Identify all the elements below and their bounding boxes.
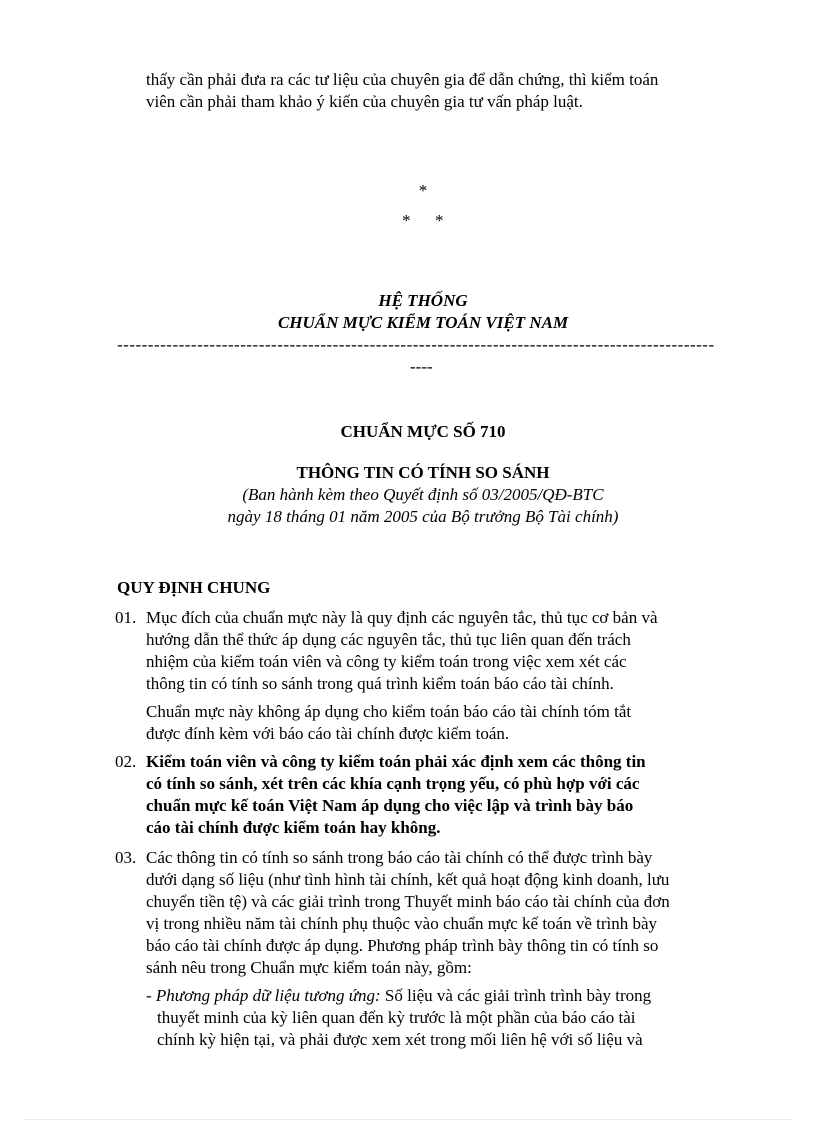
section-heading: QUY ĐỊNH CHUNG: [117, 578, 271, 597]
paragraph-03-line: sánh nêu trong Chuẩn mực kiểm toán này, gồm:: [146, 958, 472, 977]
paragraph-01-line: hướng dẫn thể thức áp dụng các nguyên tắc, thủ tục liên quan đến trách: [146, 630, 631, 649]
standard-title: THÔNG TIN CÓ TÍNH SO SÁNH: [296, 463, 550, 482]
separator-star-left: *: [402, 211, 411, 230]
paragraph-03: [146, 847, 728, 979]
bullet-first-rest: Số liệu và các giải trình trình bày trong: [380, 986, 652, 1005]
intro-line-2: viên cần phải tham khảo ý kiến của chuyên gia tư vấn pháp luật.: [146, 92, 583, 111]
paragraph-02-line: chuẩn mực kế toán Việt Nam áp dụng cho việc lập và trình bày báo: [146, 796, 634, 815]
intro-line-1: thấy cần phải đưa ra các tư liệu của chuyên gia để dẫn chứng, thì kiểm toán: [146, 70, 659, 89]
intro-paragraph: [146, 69, 728, 113]
bullet-line: thuyết minh của kỳ liên quan đến kỳ trước là một phần của báo cáo tài: [157, 1008, 636, 1027]
dashed-rule-tail: ----: [410, 357, 433, 376]
issued-line-2: ngày 18 tháng 01 năm 2005 của Bộ trưởng Bộ Tài chính): [227, 507, 619, 526]
bullet-dash: -: [146, 986, 156, 1005]
dashed-rule: -------------------------------------------------------------------------------------------------: [117, 335, 715, 354]
paragraph-03-line: báo cáo tài chính được áp dụng. Phương pháp trình bày thông tin có tính so: [146, 936, 659, 955]
paragraph-03-line: chuyển tiền tệ) và các giải trình trong Thuyết minh báo cáo tài chính của đơn: [146, 892, 670, 911]
standard-number: CHUẨN MỰC SỐ 710: [340, 422, 506, 441]
paragraph-02-line: Kiểm toán viên và công ty kiểm toán phải xác định xem các thông tin: [146, 752, 646, 771]
paragraph-01-line: Mục đích của chuẩn mực này là quy định các nguyên tắc, thủ tục cơ bản và: [146, 608, 658, 627]
paragraph-01: [146, 607, 728, 695]
paragraph-03-line: dưới dạng số liệu (như tình hình tài chính, kết quả hoạt động kinh doanh, lưu: [146, 870, 670, 889]
paragraph-01-note-line: được đính kèm với báo cáo tài chính được kiểm toán.: [146, 724, 510, 743]
paragraph-02: [146, 751, 728, 839]
paragraph-01-line: thông tin có tính so sánh trong quá trình kiểm toán báo cáo tài chính.: [146, 674, 614, 693]
paragraph-03-line: Các thông tin có tính so sánh trong báo cáo tài chính có thể được trình bày: [146, 848, 653, 867]
bullet-line: chính kỳ hiện tại, và phải được xem xét trong mối liên hệ với số liệu và: [157, 1030, 643, 1049]
system-title-line-2: CHUẨN MỰC KIỂM TOÁN VIỆT NAM: [277, 313, 569, 332]
separator-star-right: *: [435, 211, 444, 230]
paragraph-number-03: 03.: [115, 848, 137, 867]
bullet-item-first-line: [146, 985, 728, 1007]
paragraph-02-line: có tính so sánh, xét trên các khía cạnh trọng yếu, có phù hợp với các: [146, 774, 640, 793]
paragraph-number-02: 02.: [115, 752, 137, 771]
bullet-item-body: [157, 1007, 728, 1051]
paragraph-number-01: 01.: [115, 608, 137, 627]
system-title-line-1: HỆ THỐNG: [378, 291, 468, 310]
page-bottom-divider: [25, 1119, 791, 1120]
bullet-term: Phương pháp dữ liệu tương ứng:: [155, 986, 381, 1005]
separator-star-top: *: [418, 181, 428, 200]
paragraph-02-line: cáo tài chính được kiểm toán hay không.: [146, 818, 441, 837]
paragraph-01-note: [146, 701, 728, 745]
paragraph-01-note-line: Chuẩn mực này không áp dụng cho kiểm toán báo cáo tài chính tóm tắt: [146, 702, 632, 721]
issued-line-1: (Ban hành kèm theo Quyết định số 03/2005/QĐ-BTC: [242, 485, 604, 504]
paragraph-03-line: vị trong nhiều năm tài chính phụ thuộc vào chuẩn mực kế toán về trình bày: [146, 914, 658, 933]
paragraph-01-line: nhiệm của kiểm toán viên và công ty kiểm toán trong việc xem xét các: [146, 652, 627, 671]
